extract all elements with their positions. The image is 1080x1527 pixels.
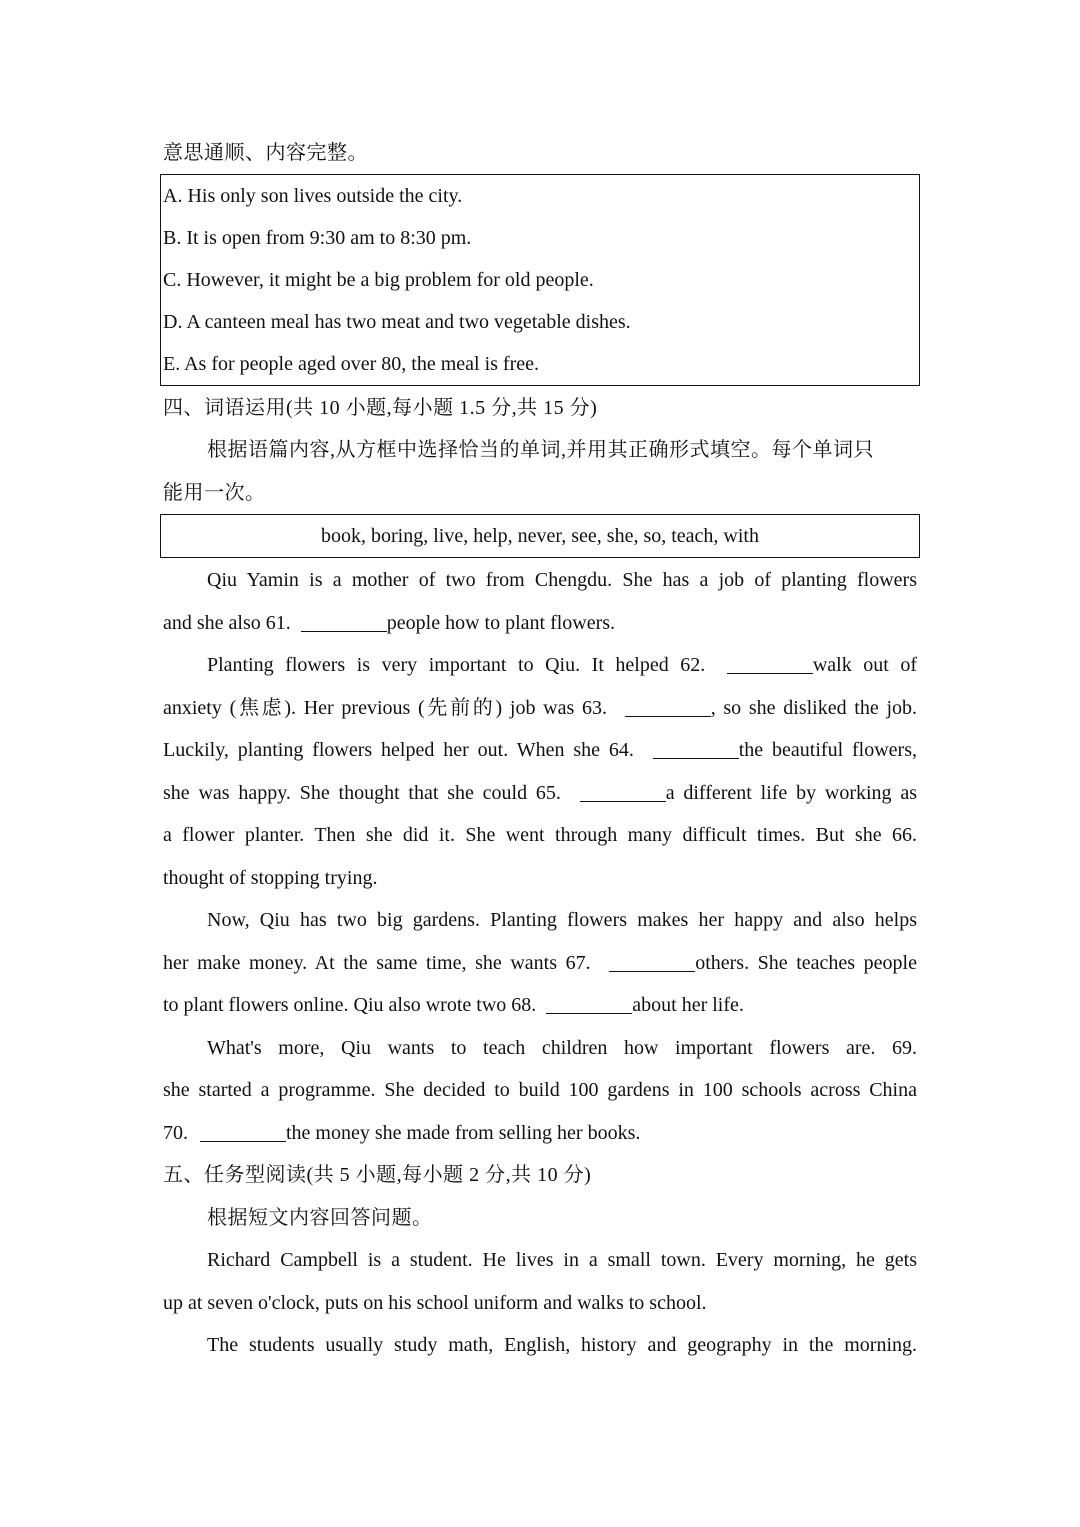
word-bank: book, boring, live, help, never, see, she, so, teach, with: [321, 525, 759, 547]
word-bank-box: [160, 514, 920, 558]
sentence-options-box: [160, 174, 920, 386]
p3-line1: Now, Qiu has two big gardens. Planting flowers makes her happy and also helps: [207, 909, 917, 931]
text: , so she disliked the job.: [710, 697, 918, 719]
p1-line1: Qiu Yamin is a mother of two from Chengdu. She has a job of planting flowers: [207, 569, 917, 591]
text: 70.: [163, 1122, 188, 1144]
blank-64[interactable]: [653, 738, 739, 759]
text: about her life.: [632, 994, 744, 1016]
p2-line3: [163, 729, 917, 771]
blank-62[interactable]: [727, 653, 813, 674]
p4-line2: she started a programme. She decided to build 100 gardens in 100 schools across China: [163, 1079, 917, 1101]
text: walk out of: [812, 654, 918, 676]
section4-instruction-1: 根据语篇内容,从方框中选择恰当的单词,并用其正确形式填空。每个单词只: [207, 439, 874, 461]
p2-line6: thought of stopping trying.: [163, 867, 378, 889]
text: to plant flowers online. Qiu also wrote two 68.: [163, 994, 537, 1016]
p2-line4: [163, 772, 917, 814]
p2-line5: a flower planter. Then she did it. She went through many difficult times. But she 66.: [163, 824, 917, 846]
text: the money she made from selling her books.: [286, 1122, 641, 1144]
text: the beautiful flowers,: [738, 739, 917, 761]
option-c: C. However, it might be a big problem for old people.: [163, 269, 594, 291]
option-b: B. It is open from 9:30 am to 8:30 pm.: [163, 227, 472, 249]
text: anxiety (焦虑). Her previous (先前的) job was 63.: [163, 697, 607, 719]
s5-p2-line1: The students usually study math, English, history and geography in the morning.: [207, 1334, 917, 1356]
text: others. She teaches people: [695, 952, 917, 974]
s5-p1-line1: Richard Campbell is a student. He lives in a small town. Every morning, he gets: [207, 1249, 917, 1271]
p3-line2: [163, 942, 917, 984]
p4-line1: What's more, Qiu wants to teach children how important flowers are. 69.: [207, 1037, 917, 1059]
p1-line2: [163, 602, 917, 644]
blank-63[interactable]: [625, 696, 711, 717]
text: her make money. At the same time, she wants 67.: [163, 952, 591, 974]
section4-instruction-2: 能用一次。: [163, 482, 266, 504]
section5-instruction: 根据短文内容回答问题。: [207, 1207, 433, 1229]
s5-p1-line2: up at seven o'clock, puts on his school uniform and walks to school.: [163, 1292, 707, 1314]
option-e: E. As for people aged over 80, the meal is free.: [163, 353, 539, 375]
text: people how to plant flowers.: [386, 612, 616, 634]
blank-65[interactable]: [580, 781, 666, 802]
p3-line3: [163, 984, 917, 1026]
intro-tail: 意思通顺、内容完整。: [163, 142, 368, 164]
p2-line1: [163, 644, 917, 686]
option-d: D. A canteen meal has two meat and two vegetable dishes.: [163, 311, 631, 333]
p4-line3: [163, 1112, 917, 1154]
section5-heading: 五、任务型阅读(共 5 小题,每小题 2 分,共 10 分): [163, 1164, 592, 1186]
blank-70[interactable]: [200, 1121, 286, 1142]
text: and she also 61.: [163, 612, 291, 634]
blank-68[interactable]: [546, 993, 632, 1014]
text: Planting flowers is very important to Qiu. It helped 62.: [207, 654, 706, 676]
text: she was happy. She thought that she could 65.: [163, 782, 561, 804]
p2-line2: [163, 687, 917, 729]
blank-67[interactable]: [609, 951, 695, 972]
text: a different life by working as: [665, 782, 917, 804]
section4-heading: 四、词语运用(共 10 小题,每小题 1.5 分,共 15 分): [163, 397, 598, 419]
text: Luckily, planting flowers helped her out. When she 64.: [163, 739, 634, 761]
option-a: A. His only son lives outside the city.: [163, 185, 463, 207]
blank-61[interactable]: [301, 611, 387, 632]
